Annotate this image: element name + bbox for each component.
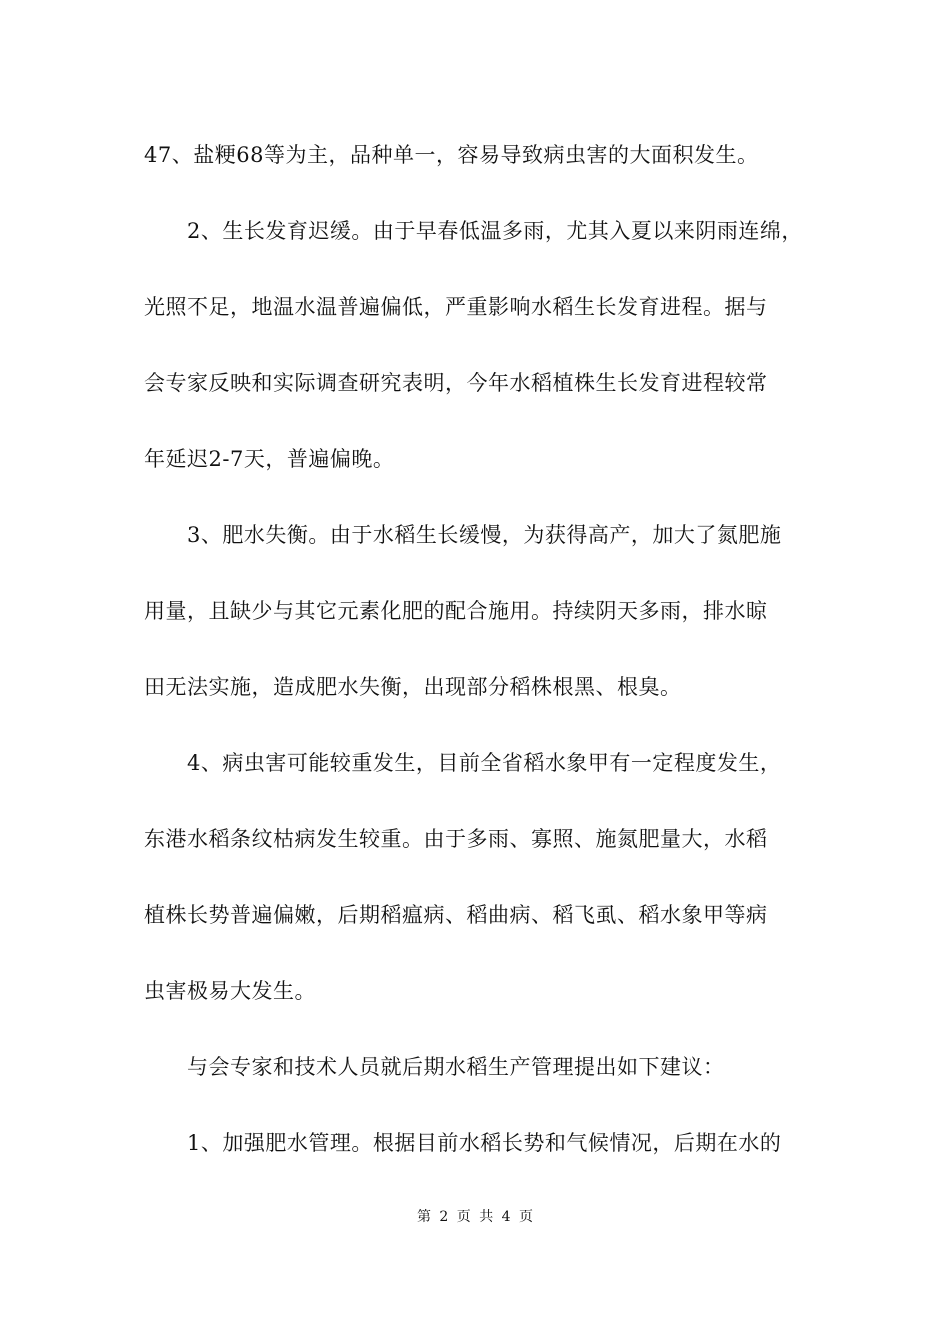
text-line: 3、肥水失衡。由于水稻生长缓慢，为获得高产，加大了氮肥施 [187, 523, 782, 547]
text-line: 虫害极易大发生。 [144, 979, 316, 1003]
text-line: 东港水稻条纹枯病发生较重。由于多雨、寡照、施氮肥量大，水稻 [144, 827, 768, 851]
text-line: 光照不足，地温水温普遍偏低，严重影响水稻生长发育进程。据与 [144, 295, 768, 319]
text-line: 会专家反映和实际调查研究表明，今年水稻植株生长发育进程较常 [144, 371, 768, 395]
page-number-footer: 第 2 页 共 4 页 [416, 1209, 534, 1225]
text-line: 4、病虫害可能较重发生，目前全省稻水象甲有一定程度发生， [187, 751, 782, 775]
text-line: 1、加强肥水管理。根据目前水稻长势和气候情况，后期在水的 [187, 1131, 782, 1155]
text-line: 47、盐粳68等为主，品种单一，容易导致病虫害的大面积发生。 [144, 143, 759, 167]
text-line: 田无法实施，造成肥水失衡，出现部分稻株根黑、根臭。 [144, 675, 682, 699]
text-line: 2、生长发育迟缓。由于早春低温多雨，尤其入夏以来阴雨连绵， [187, 219, 803, 243]
text-line: 年延迟2-7天，普遍偏晚。 [144, 447, 395, 471]
text-line: 植株长势普遍偏嫩，后期稻瘟病、稻曲病、稻飞虱、稻水象甲等病 [144, 903, 768, 927]
text-line: 与会专家和技术人员就后期水稻生产管理提出如下建议： [187, 1055, 725, 1079]
text-line: 用量，且缺少与其它元素化肥的配合施用。持续阴天多雨，排水晾 [144, 599, 768, 623]
